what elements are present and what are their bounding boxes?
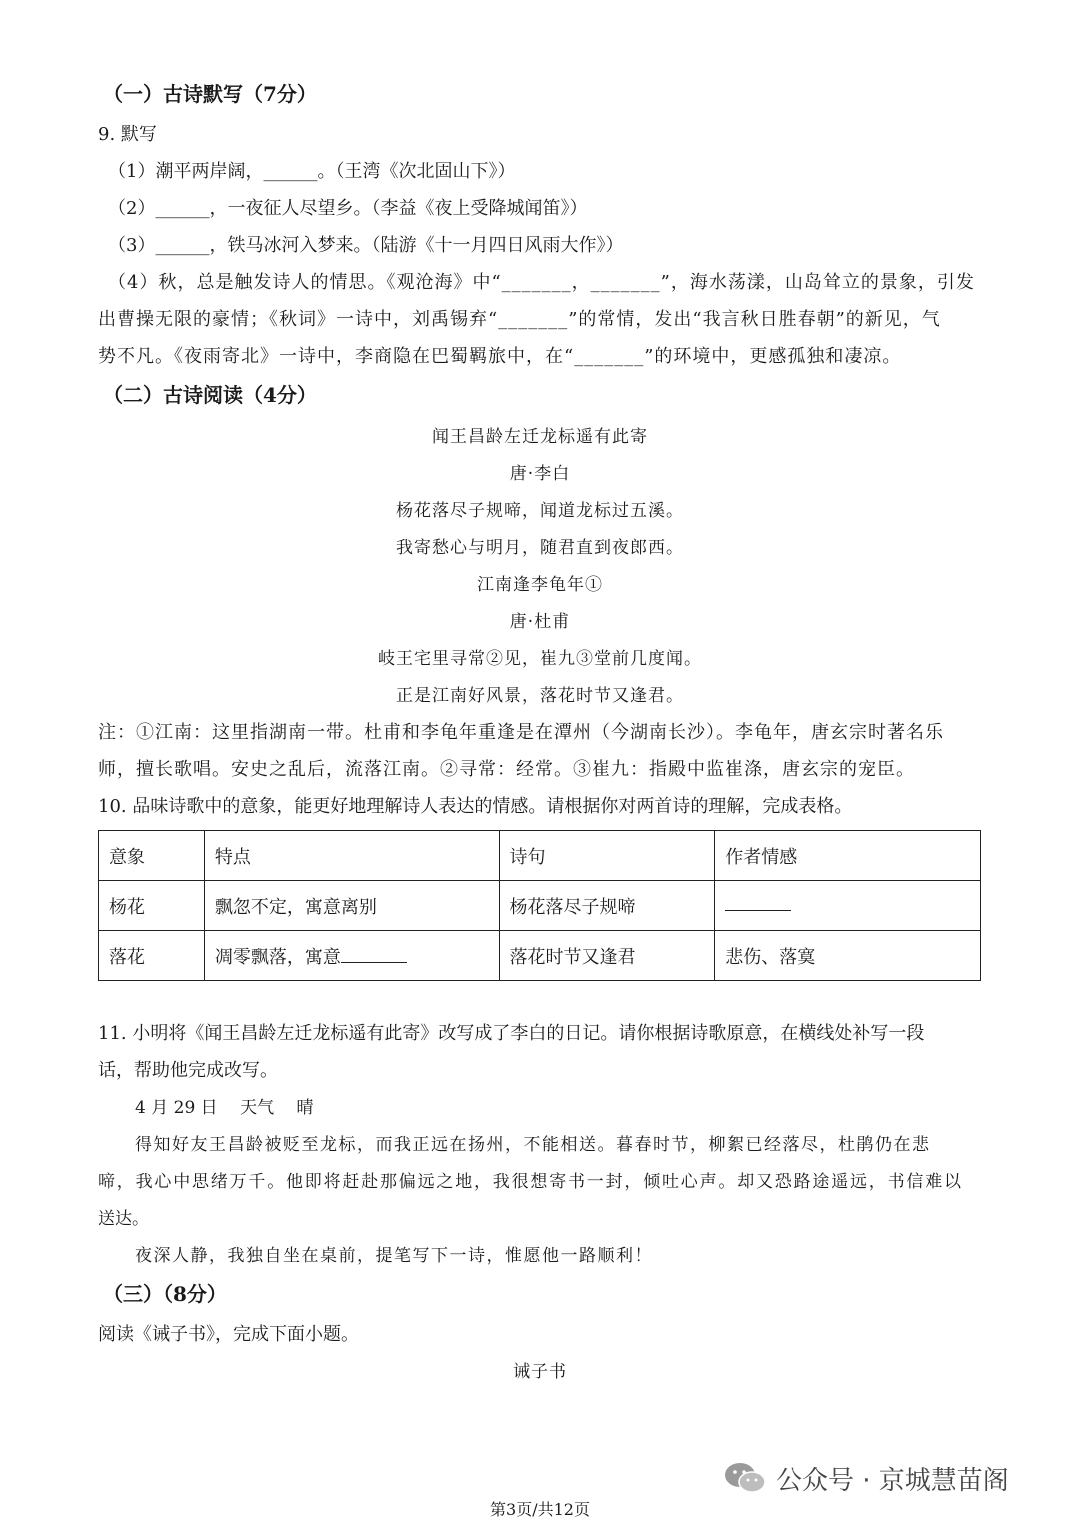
essay-title: 诫子书 (513, 1362, 567, 1382)
poem-1-line-1: 杨花落尽子规啼，闻道龙标过五溪。 (396, 501, 684, 521)
section-1-heading: （一）古诗默写（7分） (103, 82, 317, 106)
poem-2-line-2: 正是江南好风景，落花时节又逢君。 (396, 686, 684, 706)
table-header-row (99, 831, 981, 881)
table-cell: 飘忽不定，寓意离别 (204, 881, 499, 931)
section-3-heading: （三）（8分） (103, 1282, 227, 1306)
q9-item-3: （3）______，铁马冰河入梦来。（陆游《十一月四日风雨大作》） (108, 235, 624, 256)
diary-line-4: 夜深人静，我独自坐在桌前，提笔写下一诗，惟愿他一路顺利！ (135, 1246, 653, 1266)
answer-blank-cell (715, 881, 981, 931)
table-cell: 杨花 (99, 881, 205, 931)
diary-line-2: 啼，我心中思绪万千。他即将赶赴那偏远之地，我很想寄书一封，倾吐心声。却又恐路途遥远，书信难以 (98, 1172, 963, 1192)
q9-item-2: （2）______，一夜征人尽望乡。（李益《夜上受降城闻笛》） (108, 198, 588, 219)
table-cell-with-blank (204, 931, 499, 981)
table-cell: 落花时节又逢君 (499, 931, 715, 981)
section-3-intro: 阅读《诫子书》，完成下面小题。 (98, 1324, 359, 1345)
diary-date: 4 月 29 日 天气 晴 (135, 1098, 314, 1118)
poem-2-title: 江南逢李龟年① (477, 575, 603, 595)
page-number: 第3页/共12页 (490, 1500, 590, 1519)
table-cell: 悲伤、落寞 (715, 931, 981, 981)
diary-line-3: 送达。 (98, 1209, 149, 1229)
header-cell: 作者情感 (715, 831, 981, 881)
question-11-line-2: 话，帮助他完成改写。 (98, 1060, 278, 1081)
poem-1-line-2: 我寄愁心与明月，随君直到夜郎西。 (396, 538, 684, 558)
q9-item-4-line-3: 势不凡。《夜雨寄北》一诗中，李商隐在巴蜀羁旅中，在“_______”的环境中，更感孤独和凄凉。 (98, 346, 902, 367)
diary-line-1: 得知好友王昌龄被贬至龙标，而我正远在扬州，不能相送。暮春时节，柳絮已经落尽，杜鹃仍在悲 (135, 1135, 931, 1155)
wechat-icon (722, 1461, 768, 1495)
imagery-table (98, 830, 981, 981)
q9-item-4-line-1: （4）秋，总是触发诗人的情思。《观沧海》中“_______，_______”，海水荡漾，山岛耸立的景象，引发 (108, 272, 975, 293)
table-cell-text: 凋零飘落，寓意 (214, 946, 341, 968)
q9-item-4-line-2: 出曹操无限的豪情；《秋词》一诗中，刘禹锡弃“_______”的常情，发出“我言秋日胜春朝”的新见，气 (98, 309, 941, 330)
note-line-1: 注：①江南：这里指湖南一带。杜甫和李龟年重逢是在潭州（今湖南长沙）。李龟年，唐玄宗时著名乐 (98, 722, 944, 743)
question-11-line-1: 11. 小明将《闻王昌龄左迁龙标遥有此寄》改写成了李白的日记。请你根据诗歌原意，在横线处补写一段 (98, 1023, 925, 1044)
note-line-2: 师，擅长歌唱。安史之乱后，流落江南。②寻常：经常。③崔九：指殿中监崔涤，唐玄宗的宠臣。 (98, 759, 915, 780)
answer-blank (725, 896, 791, 911)
answer-blank (341, 948, 407, 963)
wechat-watermark (722, 1458, 1009, 1498)
poem-2-author: 唐·杜甫 (509, 612, 571, 632)
table-cell: 杨花落尽子规啼 (499, 881, 715, 931)
poem-1-author: 唐·李白 (509, 464, 571, 484)
table-row (99, 931, 981, 981)
question-9-title: 9. 默写 (98, 124, 157, 145)
header-cell: 诗句 (499, 831, 715, 881)
table-cell: 落花 (99, 931, 205, 981)
header-cell: 特点 (204, 831, 499, 881)
header-cell: 意象 (99, 831, 205, 881)
poem-2-line-1: 岐王宅里寻常②见，崔九③堂前几度闻。 (378, 649, 702, 669)
poem-1-title: 闻王昌龄左迁龙标遥有此寄 (432, 427, 648, 447)
section-2-heading: （二）古诗阅读（4分） (103, 383, 317, 407)
table-row (99, 881, 981, 931)
question-10: 10. 品味诗歌中的意象，能更好地理解诗人表达的情感。请根据你对两首诗的理解，完成表格。 (98, 796, 853, 817)
watermark-text: 公众号 · 京城慧苗阁 (776, 1465, 1009, 1496)
q9-item-1: （1）潮平两岸阔，______。（王湾《次北固山下》） (108, 161, 516, 182)
